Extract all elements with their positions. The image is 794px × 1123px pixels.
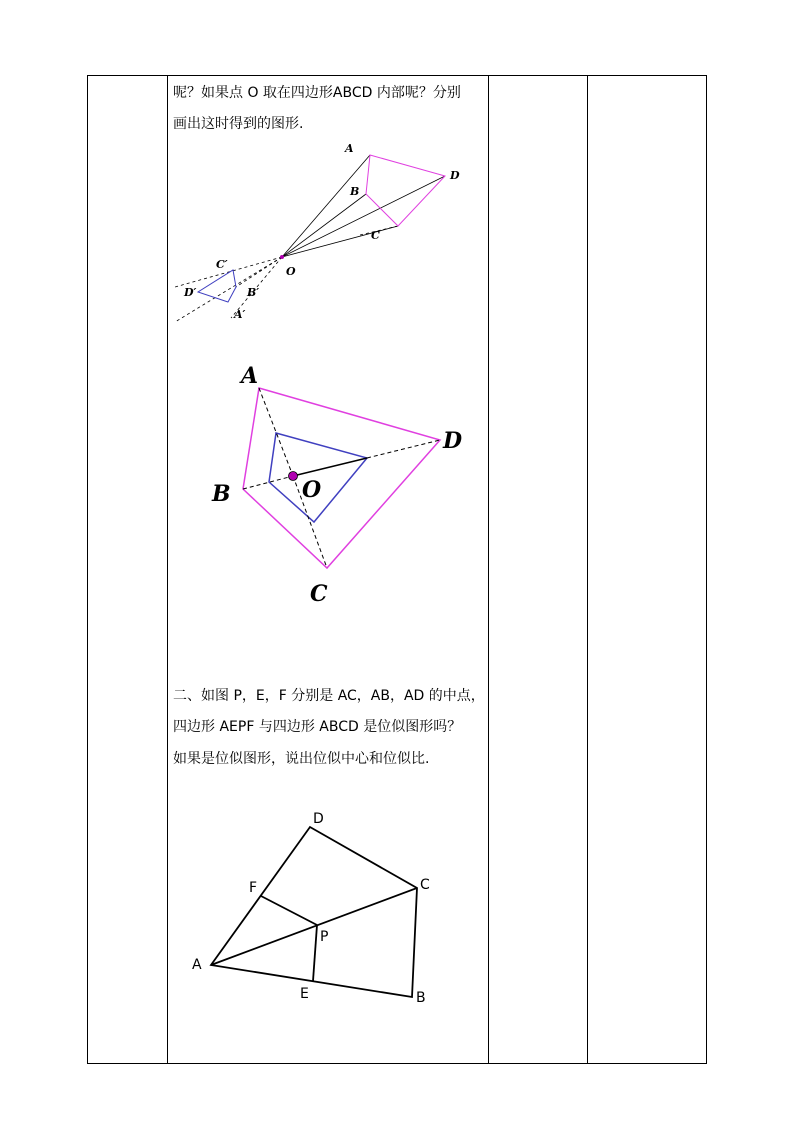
center-point-O	[289, 472, 298, 481]
label-O: O	[302, 477, 322, 503]
label-P: P	[320, 929, 329, 945]
center-point-O	[280, 255, 284, 259]
label-D: D	[450, 169, 460, 182]
label-A: A	[345, 142, 354, 155]
label-C: C	[420, 877, 430, 893]
table-col-border-2	[167, 75, 168, 1064]
quad-image-blue	[198, 270, 236, 302]
label-A: A	[192, 957, 202, 973]
figure-homothety-internal-center	[200, 355, 480, 610]
label-C-prime: C′	[216, 258, 228, 271]
label-A-prime: A′	[234, 308, 246, 321]
question1-line2: 画出这时得到的图形.	[173, 116, 304, 132]
question2-line1: 二、如图 P，E，F 分别是 AC，AB，AD 的中点，	[173, 688, 485, 704]
table-top-border	[87, 75, 707, 76]
table-col-border-5	[706, 75, 707, 1064]
label-B: B	[350, 185, 360, 198]
table-col-border-3	[488, 75, 489, 1064]
figure-homothety-external-center	[170, 140, 480, 330]
label-D: D	[443, 428, 463, 454]
label-D-prime: D′	[184, 286, 197, 299]
question2-line3: 如果是位似图形，说出位似中心和位似比.	[173, 751, 430, 767]
table-col-border-4	[587, 75, 588, 1064]
label-C: C	[371, 229, 380, 242]
label-C: C	[310, 581, 328, 607]
label-D: D	[313, 811, 324, 827]
label-B: B	[416, 990, 426, 1006]
label-E: E	[300, 986, 309, 1002]
question2-line2: 四边形 AEPF 与四边形 ABCD 是位似图形吗？	[173, 719, 462, 735]
table-col-border-1	[87, 75, 88, 1064]
question1-line1: 呢？如果点 O 取在四边形ABCD 内部呢？分别	[173, 85, 461, 101]
quad-ABCD-outer-magenta	[243, 388, 440, 568]
label-F: F	[249, 880, 258, 896]
label-B-prime: B′	[247, 286, 260, 299]
table-bottom-border	[87, 1063, 707, 1064]
label-O: O	[286, 265, 296, 278]
figure-midpoint-quadrilateral	[185, 805, 445, 1010]
label-A: A	[241, 363, 259, 389]
label-B: B	[212, 481, 231, 507]
quad-ABCD-magenta	[366, 155, 445, 226]
